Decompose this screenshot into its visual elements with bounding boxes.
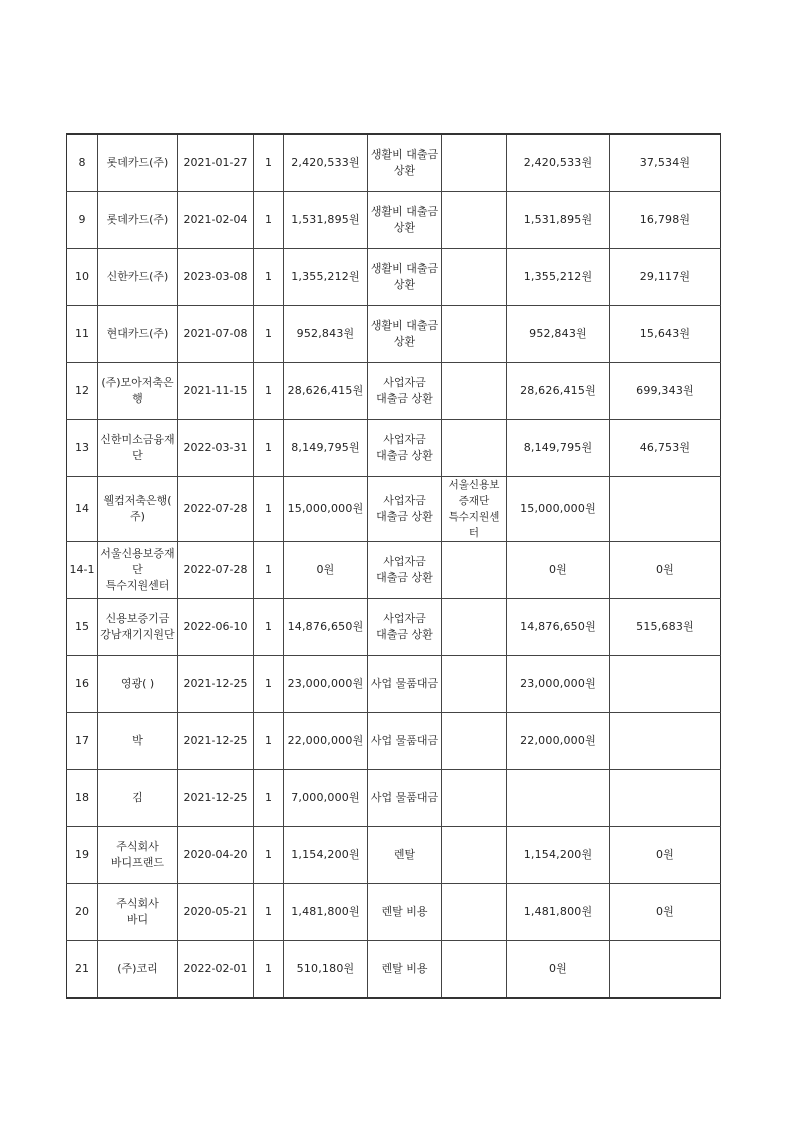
- table-row: [67, 884, 721, 941]
- balance-cell: 28,626,415원: [507, 363, 610, 420]
- cause-cell: [368, 941, 442, 999]
- amount-cell: 0원: [284, 542, 368, 599]
- guarantor-cell: [442, 192, 507, 249]
- cause-cell-line: 대출금 상환: [376, 510, 433, 523]
- guarantor-cell: [442, 599, 507, 656]
- creditor-cell: [98, 306, 178, 363]
- row-number: 19: [67, 827, 98, 884]
- creditor-cell: [98, 192, 178, 249]
- count-cell: 1: [254, 192, 284, 249]
- date-cell: 2023-03-08: [178, 249, 254, 306]
- creditor-cell: [98, 941, 178, 999]
- creditor-cell: [98, 134, 178, 192]
- interest-cell: [610, 477, 721, 542]
- date-cell: 2021-01-27: [178, 134, 254, 192]
- creditor-cell-line: 신한카드(주): [106, 270, 169, 283]
- balance-cell: 1,355,212원: [507, 249, 610, 306]
- date-cell: 2021-02-04: [178, 192, 254, 249]
- count-cell: 1: [254, 542, 284, 599]
- count-cell: 1: [254, 134, 284, 192]
- balance-cell: 2,420,533원: [507, 134, 610, 192]
- guarantor-cell-line: 터: [468, 527, 480, 539]
- cause-cell: [368, 542, 442, 599]
- date-cell: 2021-07-08: [178, 306, 254, 363]
- creditor-cell-line: 행: [132, 392, 143, 405]
- amount-cell: 7,000,000원: [284, 770, 368, 827]
- debt-table-body: [67, 134, 721, 998]
- count-cell: 1: [254, 827, 284, 884]
- row-number: 13: [67, 420, 98, 477]
- table-row: [67, 363, 721, 420]
- amount-cell: 952,843원: [284, 306, 368, 363]
- creditor-cell: [98, 249, 178, 306]
- table-row: [67, 306, 721, 363]
- interest-cell: 515,683원: [610, 599, 721, 656]
- guarantor-cell-line: 증재단: [458, 495, 490, 507]
- guarantor-cell: [442, 827, 507, 884]
- date-cell: 2022-03-31: [178, 420, 254, 477]
- cause-cell: [368, 827, 442, 884]
- creditor-cell: [98, 542, 178, 599]
- table-row: [67, 941, 721, 999]
- cause-cell-line: 대출금 상환: [376, 392, 433, 405]
- cause-cell: [368, 249, 442, 306]
- creditor-cell-line: 바디프랜드: [110, 856, 165, 869]
- debt-table: [66, 133, 721, 999]
- row-number: 17: [67, 713, 98, 770]
- count-cell: 1: [254, 420, 284, 477]
- row-number: 20: [67, 884, 98, 941]
- table-row: [67, 192, 721, 249]
- count-cell: 1: [254, 941, 284, 999]
- balance-cell: 23,000,000원: [507, 656, 610, 713]
- interest-cell: 16,798원: [610, 192, 721, 249]
- balance-cell: 22,000,000원: [507, 713, 610, 770]
- date-cell: 2021-12-25: [178, 770, 254, 827]
- row-number: 8: [67, 134, 98, 192]
- guarantor-cell: [442, 713, 507, 770]
- creditor-cell-line: 특수지원센터: [105, 579, 170, 592]
- cause-cell: [368, 770, 442, 827]
- row-number: 11: [67, 306, 98, 363]
- date-cell: 2020-05-21: [178, 884, 254, 941]
- creditor-cell-line: 신한미소금융재: [100, 433, 175, 446]
- count-cell: 1: [254, 477, 284, 542]
- cause-cell-line: 렌탈 비용: [381, 962, 428, 975]
- count-cell: 1: [254, 363, 284, 420]
- row-number: 14-1: [67, 542, 98, 599]
- date-cell: 2021-11-15: [178, 363, 254, 420]
- amount-cell: 1,355,212원: [284, 249, 368, 306]
- interest-cell: [610, 656, 721, 713]
- balance-cell: 1,531,895원: [507, 192, 610, 249]
- amount-cell: 1,154,200원: [284, 827, 368, 884]
- amount-cell: 28,626,415원: [284, 363, 368, 420]
- creditor-cell-line: 웰컴저축은행(: [103, 494, 172, 507]
- row-number: 18: [67, 770, 98, 827]
- cause-cell: [368, 477, 442, 542]
- creditor-cell: [98, 363, 178, 420]
- cause-cell-line: 사업 물품대금: [370, 734, 439, 747]
- table-row: [67, 134, 721, 192]
- interest-cell: 15,643원: [610, 306, 721, 363]
- creditor-cell-line: 영광( ): [120, 677, 155, 690]
- cause-cell-line: 렌탈: [393, 848, 416, 861]
- creditor-cell: [98, 884, 178, 941]
- creditor-cell-line: 주): [130, 510, 145, 523]
- creditor-cell-line: 바디: [126, 913, 149, 926]
- cause-cell-line: 대출금 상환: [376, 449, 433, 462]
- table-row: [67, 599, 721, 656]
- cause-cell: [368, 134, 442, 192]
- creditor-cell-line: (주)모아저축은: [101, 376, 174, 389]
- creditor-cell-line: 롯데카드(주): [106, 213, 169, 226]
- balance-cell: 0원: [507, 542, 610, 599]
- row-number: 12: [67, 363, 98, 420]
- interest-cell: 37,534원: [610, 134, 721, 192]
- guarantor-cell: [442, 363, 507, 420]
- creditor-cell: [98, 656, 178, 713]
- date-cell: 2022-07-28: [178, 477, 254, 542]
- guarantor-cell: [442, 941, 507, 999]
- cause-cell-line: 사업자금: [383, 555, 426, 568]
- guarantor-cell: [442, 249, 507, 306]
- creditor-cell-line: 주식회사: [116, 840, 159, 853]
- table-row: [67, 827, 721, 884]
- balance-cell: 0원: [507, 941, 610, 999]
- guarantor-cell: [442, 477, 507, 542]
- interest-cell: 29,117원: [610, 249, 721, 306]
- creditor-cell: [98, 770, 178, 827]
- count-cell: 1: [254, 599, 284, 656]
- guarantor-cell-line: 특수지원센: [448, 511, 500, 523]
- cause-cell-line: 대출금 상환: [376, 571, 433, 584]
- guarantor-cell: [442, 306, 507, 363]
- guarantor-cell: [442, 884, 507, 941]
- creditor-cell: [98, 420, 178, 477]
- row-number: 14: [67, 477, 98, 542]
- creditor-cell-line: 김: [132, 791, 143, 804]
- interest-cell: [610, 770, 721, 827]
- cause-cell-line: 사업 물품대금: [370, 677, 439, 690]
- cause-cell-line: 상환: [393, 278, 416, 291]
- cause-cell-line: 상환: [393, 221, 416, 234]
- cause-cell: [368, 192, 442, 249]
- creditor-cell-line: (주)코리: [117, 962, 158, 975]
- cause-cell: [368, 884, 442, 941]
- amount-cell: 22,000,000원: [284, 713, 368, 770]
- creditor-cell: [98, 599, 178, 656]
- balance-cell: 952,843원: [507, 306, 610, 363]
- count-cell: 1: [254, 306, 284, 363]
- cause-cell-line: 생활비 대출금: [370, 205, 439, 218]
- interest-cell: 0원: [610, 827, 721, 884]
- row-number: 9: [67, 192, 98, 249]
- guarantor-cell-line: 서울신용보: [448, 479, 500, 491]
- interest-cell: 46,753원: [610, 420, 721, 477]
- table-row: [67, 713, 721, 770]
- row-number: 15: [67, 599, 98, 656]
- count-cell: 1: [254, 884, 284, 941]
- amount-cell: 2,420,533원: [284, 134, 368, 192]
- guarantor-cell: [442, 542, 507, 599]
- cause-cell-line: 상환: [393, 164, 416, 177]
- row-number: 10: [67, 249, 98, 306]
- cause-cell-line: 렌탈 비용: [381, 905, 428, 918]
- guarantor-cell: [442, 134, 507, 192]
- creditor-cell: [98, 827, 178, 884]
- guarantor-cell: [442, 420, 507, 477]
- guarantor-cell: [442, 770, 507, 827]
- cause-cell: [368, 363, 442, 420]
- creditor-cell-line: 현대카드(주): [106, 327, 169, 340]
- table-row: [67, 477, 721, 542]
- balance-cell: 14,876,650원: [507, 599, 610, 656]
- interest-cell: 699,343원: [610, 363, 721, 420]
- balance-cell: 8,149,795원: [507, 420, 610, 477]
- cause-cell-line: 사업자금: [383, 494, 426, 507]
- count-cell: 1: [254, 713, 284, 770]
- cause-cell-line: 사업자금: [383, 612, 426, 625]
- table-row: [67, 420, 721, 477]
- cause-cell-line: 생활비 대출금: [370, 148, 439, 161]
- balance-cell: 1,481,800원: [507, 884, 610, 941]
- creditor-cell: [98, 477, 178, 542]
- creditor-cell-line: 박: [132, 734, 143, 747]
- creditor-cell-line: 주식회사: [116, 897, 159, 910]
- cause-cell-line: 사업자금: [383, 376, 426, 389]
- cause-cell: [368, 656, 442, 713]
- amount-cell: 1,531,895원: [284, 192, 368, 249]
- cause-cell-line: 대출금 상환: [376, 628, 433, 641]
- balance-cell: [507, 770, 610, 827]
- amount-cell: 1,481,800원: [284, 884, 368, 941]
- cause-cell-line: 상환: [393, 335, 416, 348]
- interest-cell: 0원: [610, 542, 721, 599]
- creditor-cell-line: 강남재기지원단: [100, 628, 175, 641]
- cause-cell: [368, 306, 442, 363]
- interest-cell: [610, 713, 721, 770]
- amount-cell: 15,000,000원: [284, 477, 368, 542]
- creditor-cell-line: 서울신용보증재: [100, 547, 175, 560]
- balance-cell: 1,154,200원: [507, 827, 610, 884]
- amount-cell: 23,000,000원: [284, 656, 368, 713]
- amount-cell: 8,149,795원: [284, 420, 368, 477]
- interest-cell: [610, 941, 721, 999]
- table-row: [67, 656, 721, 713]
- amount-cell: 14,876,650원: [284, 599, 368, 656]
- creditor-cell-line: 단: [132, 563, 143, 576]
- cause-cell-line: 사업 물품대금: [370, 791, 439, 804]
- cause-cell: [368, 420, 442, 477]
- cause-cell: [368, 599, 442, 656]
- interest-cell: 0원: [610, 884, 721, 941]
- row-number: 21: [67, 941, 98, 999]
- guarantor-cell: [442, 656, 507, 713]
- row-number: 16: [67, 656, 98, 713]
- date-cell: 2022-02-01: [178, 941, 254, 999]
- count-cell: 1: [254, 656, 284, 713]
- table-row: [67, 249, 721, 306]
- count-cell: 1: [254, 249, 284, 306]
- creditor-cell-line: 롯데카드(주): [106, 156, 169, 169]
- cause-cell-line: 사업자금: [383, 433, 426, 446]
- count-cell: 1: [254, 770, 284, 827]
- date-cell: 2021-12-25: [178, 713, 254, 770]
- cause-cell-line: 생활비 대출금: [370, 319, 439, 332]
- balance-cell: 15,000,000원: [507, 477, 610, 542]
- date-cell: 2020-04-20: [178, 827, 254, 884]
- amount-cell: 510,180원: [284, 941, 368, 999]
- table-row: [67, 542, 721, 599]
- creditor-cell-line: 단: [132, 449, 143, 462]
- cause-cell: [368, 713, 442, 770]
- table-row: [67, 770, 721, 827]
- cause-cell-line: 생활비 대출금: [370, 262, 439, 275]
- creditor-cell-line: 신용보증기금: [105, 612, 170, 625]
- creditor-cell: [98, 713, 178, 770]
- date-cell: 2022-07-28: [178, 542, 254, 599]
- date-cell: 2021-12-25: [178, 656, 254, 713]
- date-cell: 2022-06-10: [178, 599, 254, 656]
